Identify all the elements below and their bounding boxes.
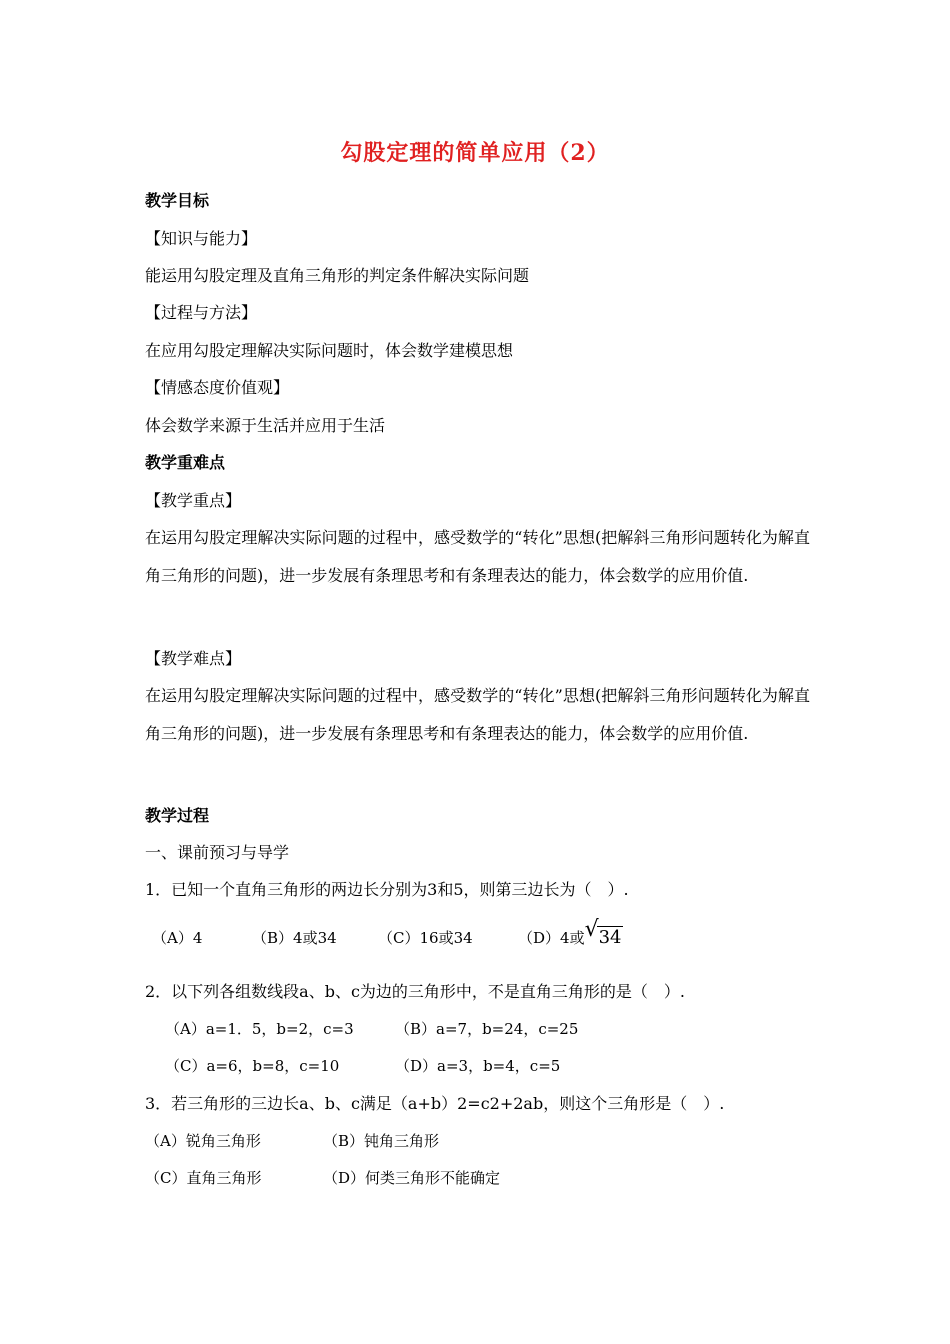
emotion-label: 【情感态度价值观】 — [145, 378, 290, 397]
knowledge-text: 能运用勾股定理及直角三角形的判定条件解决实际问题 — [145, 266, 530, 285]
difficulty-label: 【教学难点】 — [145, 649, 242, 668]
q1-option-d-label: （D）4或 — [518, 929, 585, 947]
focus-paragraph: 在运用勾股定理解决实际问题的过程中，感受数学的“转化”思想(把解斜三角形问题转化为解直角三角形的问题)，进一步发展有条理思考和有条理表达的能力，体会数学的应用价值. — [145, 528, 810, 585]
objectives-heading: 教学目标 — [145, 191, 210, 210]
q1-option-c: （C）16或34 — [378, 929, 473, 947]
focus-label: 【教学重点】 — [145, 491, 242, 510]
key-points-heading: 教学重难点 — [145, 453, 226, 472]
q2-option-b: （B）a=7，b=24，c=25 — [395, 1020, 579, 1038]
document-title: 勾股定理的简单应用（2） — [340, 140, 610, 166]
difficulty-paragraph: 在运用勾股定理解决实际问题的过程中，感受数学的“转化”思想(把解斜三角形问题转化为解直角三角形的问题)，进一步发展有条理思考和有条理表达的能力，体会数学的应用价值. — [145, 686, 810, 743]
process-heading: 教学过程 — [145, 806, 210, 825]
question-2: 2．以下列各组数线段a、b、c为边的三角形中，不是直角三角形的是（ ）. — [145, 982, 686, 1001]
sqrt-value: 34 — [598, 927, 622, 948]
q2-option-d: （D）a=3，b=4，c=5 — [395, 1057, 561, 1075]
q3-option-b: （B）钝角三角形 — [323, 1132, 440, 1150]
knowledge-label: 【知识与能力】 — [145, 229, 258, 248]
process-method-label: 【过程与方法】 — [145, 303, 258, 322]
question-3: 3．若三角形的三边长a、b、c满足（a+b）2=c2+2ab，则这个三角形是（ ）. — [145, 1094, 725, 1113]
question-1: 1．已知一个直角三角形的两边长分别为3和5，则第三边长为（ ）. — [145, 880, 629, 899]
q1-option-d — [518, 917, 623, 948]
q3-option-c: （C）直角三角形 — [145, 1169, 262, 1187]
square-root-icon: √ 34 — [584, 917, 622, 948]
q1-option-b: （B）4或34 — [252, 929, 337, 947]
q1-option-a: （A）4 — [152, 929, 203, 947]
q2-option-a: （A）a=1．5，b=2，c=3 — [165, 1020, 354, 1038]
q2-option-c: （C）a=6，b=8，c=10 — [165, 1057, 340, 1075]
q3-option-a: （A）锐角三角形 — [145, 1132, 261, 1150]
section-preview: 一、课前预习与导学 — [145, 843, 290, 862]
q3-option-d: （D）何类三角形不能确定 — [323, 1169, 501, 1187]
process-method-text: 在应用勾股定理解决实际问题时，体会数学建模思想 — [145, 341, 514, 360]
emotion-text: 体会数学来源于生活并应用于生活 — [145, 416, 386, 435]
